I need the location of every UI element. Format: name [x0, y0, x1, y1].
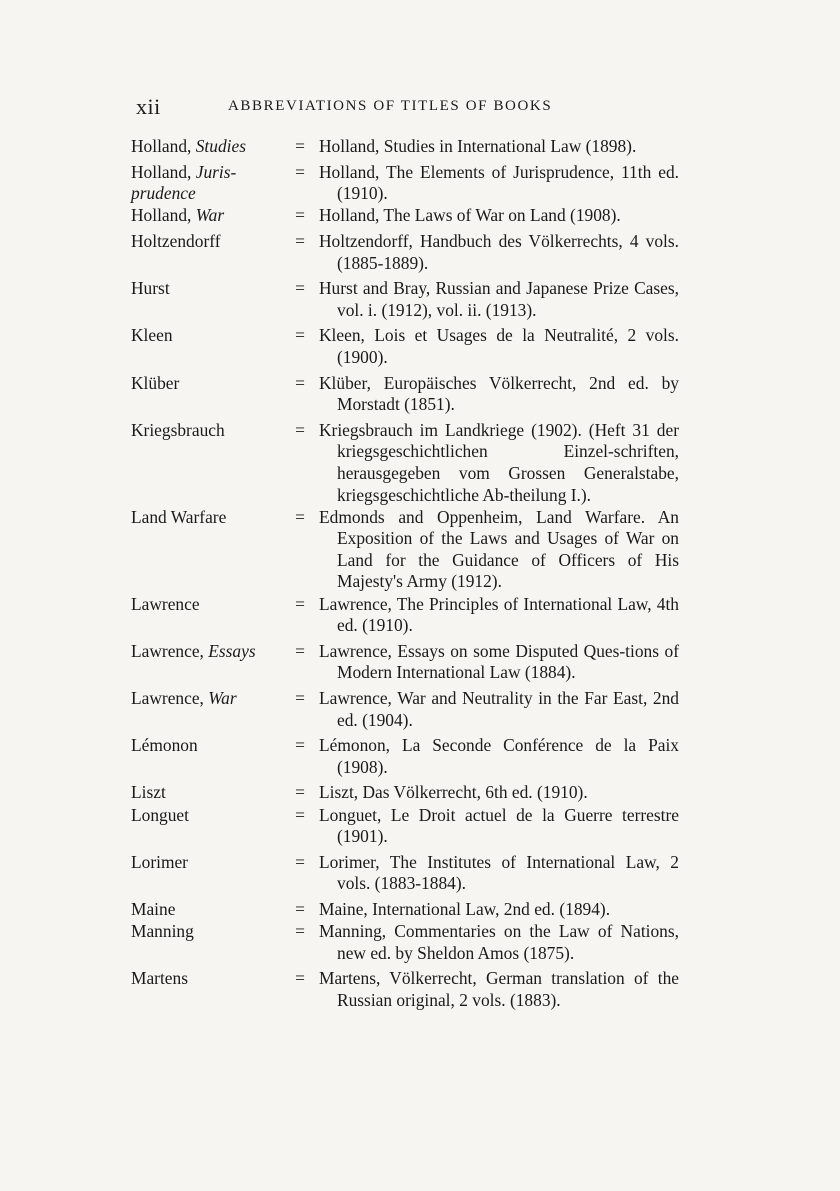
page-header: [136, 94, 696, 120]
abbreviation: Kriegsbrauch: [131, 419, 225, 440]
full-title: Longuet, Le Droit actuel de la Guerre terrestre (1901).: [319, 804, 679, 847]
full-title: Liszt, Das Völkerrecht, 6th ed. (1910).: [319, 782, 588, 803]
abbreviation: Liszt: [131, 782, 166, 803]
abbreviation: Lorimer: [131, 851, 188, 872]
abbreviation: Klüber: [131, 372, 180, 393]
equals-sign: =: [295, 161, 305, 182]
abbreviation: Kleen: [131, 325, 173, 346]
equals-sign: =: [295, 921, 305, 942]
full-title: Kriegsbrauch im Landkriege (1902). (Heft 31 der kriegsgeschichtlichen Einzel-schriften, herausgegeben vom Grossen Generalstabe, kriegsgeschichtliche Ab-theilung I.).: [319, 419, 679, 505]
full-title: Kleen, Lois et Usages de la Neutralité, 2 vols. (1900).: [319, 325, 679, 367]
equals-sign: =: [295, 851, 305, 872]
equals-sign: =: [295, 372, 305, 393]
abbreviation: Land Warfare: [131, 506, 227, 527]
full-title: Holland, Studies in International Law (1898).: [319, 136, 637, 156]
full-title: Martens, Völkerrecht, German translation of the Russian original, 2 vols. (1883).: [319, 968, 679, 1010]
abbreviation-entry: [131, 205, 679, 227]
abbreviation: Longuet: [131, 804, 189, 825]
equals-sign: =: [295, 735, 305, 756]
full-title: Klüber, Europäisches Völkerrecht, 2nd ed. by Morstadt (1851).: [319, 372, 679, 415]
abbreviation: Lémonon: [131, 735, 198, 756]
full-title: Holland, The Laws of War on Land (1908).: [319, 205, 621, 226]
equals-sign: =: [295, 278, 305, 299]
abbreviation-entry: [131, 852, 679, 895]
equals-sign: =: [295, 205, 305, 226]
full-title: Lémonon, La Seconde Conférence de la Paix (1908).: [319, 735, 679, 777]
full-title: Lawrence, War and Neutrality in the Far East, 2nd ed. (1904).: [319, 688, 679, 730]
equals-sign: =: [295, 782, 305, 803]
abbreviation-entry: [131, 968, 679, 1011]
equals-sign: =: [295, 804, 305, 825]
abbreviation-entry: [131, 782, 679, 804]
equals-sign: =: [295, 230, 305, 251]
full-title: Lawrence, The Principles of International Law, 4th ed. (1910).: [319, 593, 679, 636]
equals-sign: =: [295, 506, 305, 527]
abbreviation-entry: [131, 805, 679, 848]
full-title: Edmonds and Oppenheim, Land Warfare. An Exposition of the Laws and Usages of War on Land for the Guidance of Officers of His Majesty's Army (1912).: [319, 506, 679, 592]
abbreviation: Maine: [131, 898, 176, 919]
equals-sign: =: [295, 688, 305, 709]
full-title: Lawrence, Essays on some Disputed Ques-tions of Modern International Law (1884).: [319, 640, 679, 683]
equals-sign: =: [295, 419, 305, 440]
full-title: Maine, International Law, 2nd ed. (1894).: [319, 898, 611, 919]
full-title: Manning, Commentaries on the Law of Nations, new ed. by Sheldon Amos (1875).: [319, 921, 679, 963]
abbreviation: Manning: [131, 921, 194, 942]
equals-sign: =: [295, 593, 305, 614]
abbreviations-list: [131, 136, 679, 1012]
abbreviation: Lawrence: [131, 593, 200, 614]
equals-sign: =: [295, 136, 305, 156]
abbreviation-entry: [131, 420, 679, 506]
abbreviation-entry: [131, 231, 679, 274]
running-title: ABBREVIATIONS OF TITLES OF BOOKS: [228, 98, 553, 114]
abbreviation: Holland, Studies: [131, 136, 246, 156]
equals-sign: =: [295, 640, 305, 661]
abbreviation-entry: [131, 162, 679, 205]
abbreviation: Holland, Juris-prudence: [131, 161, 237, 204]
full-title: Lorimer, The Institutes of International Law, 2 vols. (1883-1884).: [319, 851, 679, 894]
abbreviation-entry: [131, 278, 679, 321]
abbreviation: Martens: [131, 968, 188, 989]
abbreviation-entry: [131, 688, 679, 731]
abbreviation-entry: [131, 899, 679, 921]
equals-sign: =: [295, 968, 305, 989]
abbreviation: Lawrence, War: [131, 688, 237, 709]
abbreviation-entry: [131, 594, 679, 637]
full-title: Holtzendorff, Handbuch des Völkerrechts, 4 vols. (1885-1889).: [319, 230, 679, 273]
abbreviation-entry: [131, 641, 679, 684]
abbreviation-entry: [131, 921, 679, 964]
abbreviation-entry: [131, 373, 679, 416]
full-title: Hurst and Bray, Russian and Japanese Prize Cases, vol. i. (1912), vol. ii. (1913).: [319, 278, 679, 320]
full-title: Holland, The Elements of Jurisprudence, 11th ed. (1910).: [319, 161, 679, 204]
abbreviation: Lawrence, Essays: [131, 640, 256, 661]
abbreviation-entry: [131, 735, 679, 778]
abbreviation-entry: [131, 136, 679, 158]
equals-sign: =: [295, 325, 305, 346]
abbreviation-entry: [131, 507, 679, 593]
abbreviation: Holtzendorff: [131, 230, 221, 251]
page-number: xii: [136, 94, 161, 119]
abbreviation-entry: [131, 325, 679, 368]
abbreviation: Hurst: [131, 278, 170, 299]
abbreviation: Holland, War: [131, 205, 225, 226]
equals-sign: =: [295, 898, 305, 919]
